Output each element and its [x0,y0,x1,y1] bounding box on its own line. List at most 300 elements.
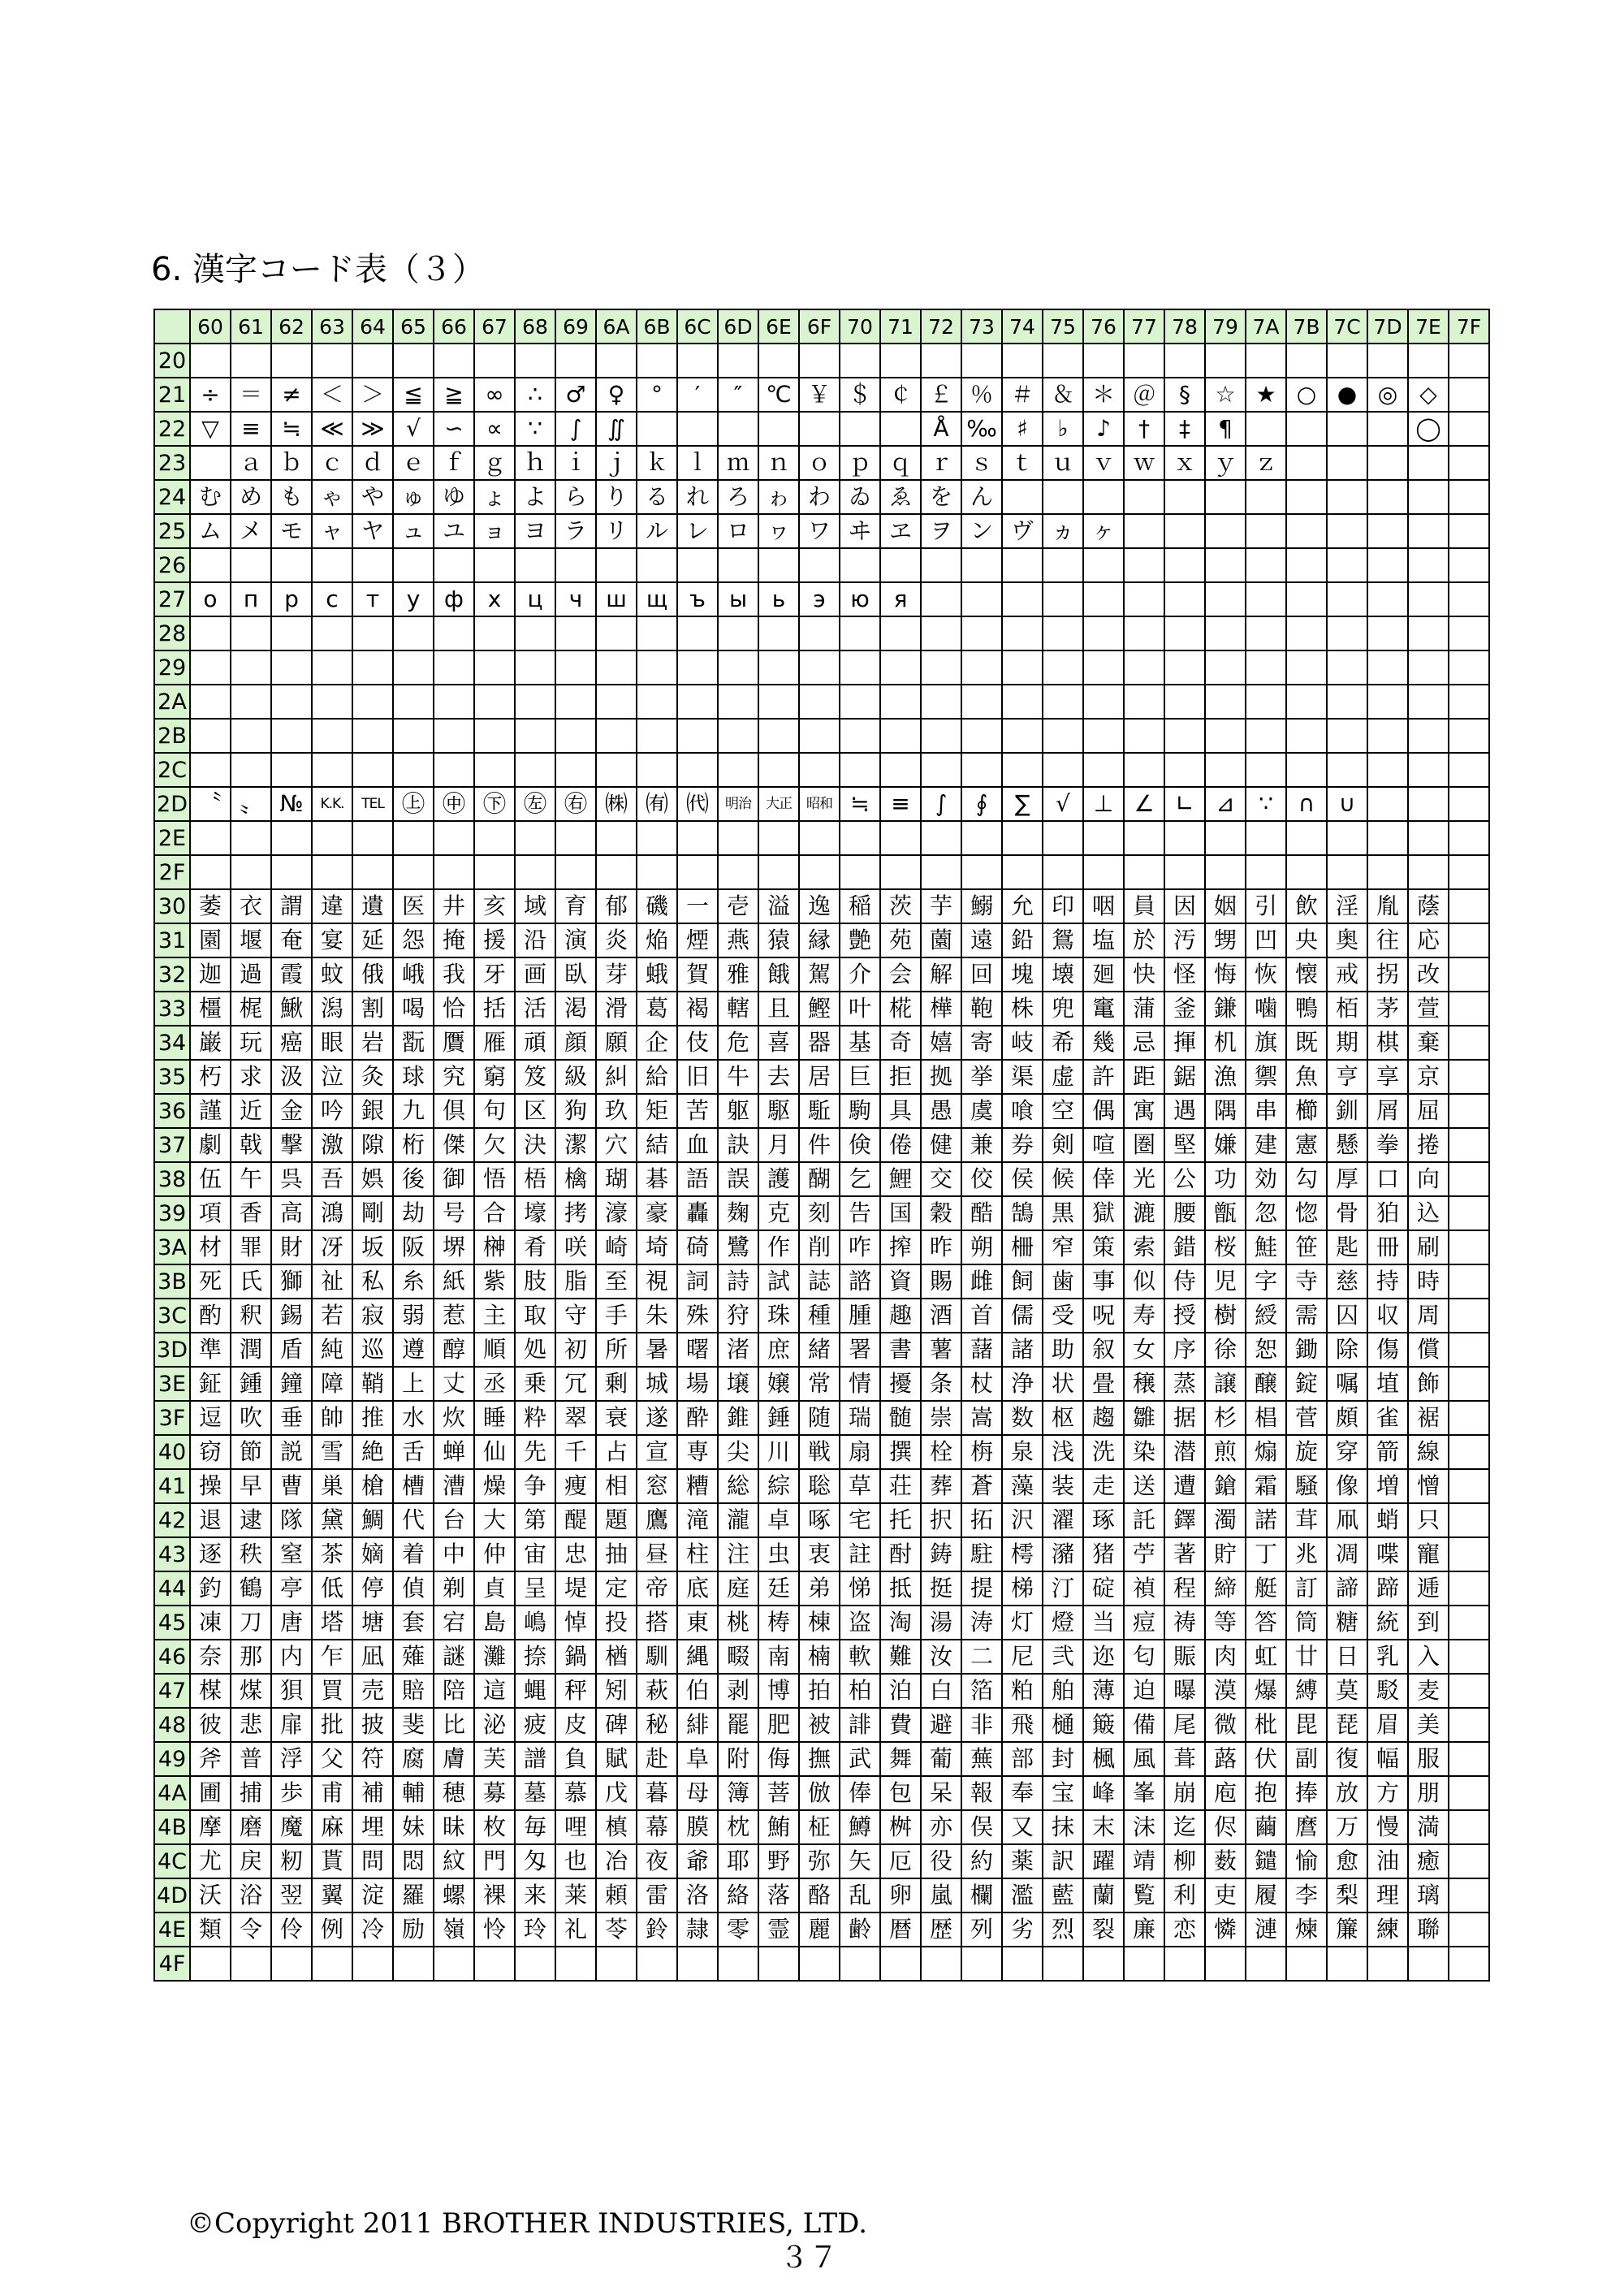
table-row [154,514,1489,548]
char-cell [1327,548,1367,582]
char-cell: 槽 [393,1469,434,1503]
char-cell: 摩 [190,1810,231,1844]
char-cell: 偶 [1083,1094,1124,1128]
char-cell: ｄ [352,446,393,480]
char-cell: ≪ [312,412,352,446]
char-cell: 忠 [555,1537,596,1571]
char-cell: 諸 [1002,1333,1043,1367]
char-cell: 矢 [840,1844,880,1878]
char-cell [190,753,231,787]
char-cell: 書 [880,1333,921,1367]
char-cell [1449,446,1489,480]
char-cell: 効 [1246,1162,1286,1196]
char-cell [1327,719,1367,753]
char-cell: 迫 [1124,1674,1164,1708]
column-header: 7E [1408,309,1449,344]
char-cell: 需 [1286,1299,1327,1333]
char-cell [352,616,393,650]
char-cell: 著 [1164,1537,1205,1571]
char-cell: 躍 [1083,1844,1124,1878]
table-row [154,1299,1489,1333]
row-header: 37 [154,1128,190,1162]
char-cell: 帥 [312,1401,352,1435]
char-cell [1449,889,1489,923]
column-header: 66 [434,309,474,344]
table-row [154,821,1489,855]
char-cell: 嫡 [352,1537,393,1571]
char-cell: 被 [799,1708,840,1742]
char-cell: 詞 [677,1264,718,1299]
row-header: 32 [154,957,190,992]
char-cell: 痘 [1124,1606,1164,1640]
char-cell [1083,821,1124,855]
char-cell: 凪 [352,1640,393,1674]
char-cell [1408,855,1449,889]
char-cell: 育 [555,889,596,923]
char-cell: 求 [231,1060,271,1094]
char-cell: 夜 [637,1844,677,1878]
char-cell: 譲 [1205,1367,1246,1401]
char-cell: ≠ [271,378,312,412]
table-row [154,1435,1489,1469]
table-row [154,1640,1489,1674]
char-cell: 哩 [555,1810,596,1844]
char-cell: 窄 [1043,1230,1083,1264]
char-cell: 薯 [921,1333,961,1367]
char-cell: 微 [1205,1708,1246,1742]
char-cell [637,855,677,889]
char-cell: 寓 [1124,1094,1164,1128]
char-cell: 汀 [1043,1571,1083,1606]
char-cell [1327,1947,1367,1981]
char-cell: 伎 [677,1026,718,1060]
char-cell: 公 [1164,1162,1205,1196]
char-cell: 像 [1327,1469,1367,1503]
char-cell: 匁 [515,1844,555,1878]
char-cell: 萱 [1408,992,1449,1026]
char-cell [758,344,799,378]
char-cell: 姻 [1205,889,1246,923]
char-cell [1327,821,1367,855]
char-cell [1327,582,1367,616]
char-cell: 楢 [596,1640,637,1674]
char-cell: 漕 [434,1469,474,1503]
char-cell: 例 [312,1912,352,1947]
char-cell: 二 [961,1640,1002,1674]
char-cell: ＠ [1124,378,1164,412]
char-cell [758,821,799,855]
char-cell: 螺 [434,1878,474,1912]
char-cell [555,548,596,582]
char-cell: 淫 [1327,889,1367,923]
char-cell: ∫ [555,412,596,446]
char-cell: 脂 [555,1264,596,1299]
char-cell: 日 [1327,1640,1367,1674]
char-cell: 忌 [1124,1026,1164,1060]
char-cell: ● [1327,378,1367,412]
char-cell: 乳 [1367,1640,1408,1674]
table-row [154,1026,1489,1060]
char-cell: 京 [1408,1060,1449,1094]
char-cell: ゑ [880,480,921,514]
char-cell: 堰 [231,923,271,957]
char-cell: 禦 [1246,1060,1286,1094]
row-header: 3F [154,1401,190,1435]
char-cell: 藻 [1002,1469,1043,1503]
char-cell: 雌 [961,1264,1002,1299]
char-cell: 朋 [1408,1776,1449,1810]
char-cell: 戒 [1327,957,1367,992]
char-cell: 戊 [596,1776,637,1810]
char-cell: 抹 [1043,1810,1083,1844]
char-cell: 骨 [1327,1196,1367,1230]
char-cell: 零 [718,1912,758,1947]
char-cell: 逗 [190,1401,231,1435]
char-cell: 霜 [1246,1469,1286,1503]
char-cell: 撰 [880,1435,921,1469]
char-cell: 徐 [1205,1333,1246,1367]
char-cell: 衰 [596,1401,637,1435]
char-cell: 撃 [271,1128,312,1162]
char-cell: 懐 [1286,957,1327,992]
char-cell [393,616,434,650]
char-cell: 曙 [677,1333,718,1367]
row-header: 2F [154,855,190,889]
char-cell: 抽 [596,1537,637,1571]
char-cell [555,719,596,753]
char-cell: 蔭 [1408,889,1449,923]
char-cell: 鉛 [1002,923,1043,957]
char-cell: 千 [555,1435,596,1469]
char-cell: ∝ [474,412,515,446]
char-cell [596,821,637,855]
char-cell: 糸 [393,1264,434,1299]
char-cell: 履 [1246,1878,1286,1912]
char-cell: 募 [474,1776,515,1810]
char-cell: ♪ [1083,412,1124,446]
char-cell [1164,685,1205,719]
char-cell [637,719,677,753]
char-cell: 錠 [1286,1367,1327,1401]
char-cell: 拒 [880,1060,921,1094]
char-cell: 副 [1286,1742,1327,1776]
char-cell: 因 [1164,889,1205,923]
char-cell [1002,685,1043,719]
char-cell [1043,548,1083,582]
column-header: 7D [1367,309,1408,344]
char-cell: 紋 [434,1844,474,1878]
char-cell: 炊 [434,1401,474,1435]
char-cell: 潤 [231,1333,271,1367]
char-cell: 搾 [880,1230,921,1264]
char-cell: 珠 [758,1299,799,1333]
char-cell: 侮 [758,1742,799,1776]
char-cell [1083,548,1124,582]
char-cell: 希 [1043,1026,1083,1060]
char-cell: ∠ [1124,787,1164,821]
char-cell: 桃 [718,1606,758,1640]
char-cell: 光 [1124,1162,1164,1196]
char-cell [637,344,677,378]
char-cell [1286,514,1327,548]
char-cell: 窃 [190,1435,231,1469]
char-cell: 功 [1205,1162,1246,1196]
char-cell: 回 [961,957,1002,992]
char-cell: 状 [1043,1367,1083,1401]
char-cell: 赴 [637,1742,677,1776]
char-cell [190,650,231,685]
char-cell [1043,685,1083,719]
char-cell: ° [637,378,677,412]
char-cell [434,685,474,719]
char-cell: ▽ [190,412,231,446]
char-cell: 健 [921,1128,961,1162]
char-cell: ワ [799,514,840,548]
char-cell: 狩 [718,1299,758,1333]
char-cell: 染 [1124,1435,1164,1469]
char-cell: ⊥ [1083,787,1124,821]
copyright-footer: ©Copyright 2011 BROTHER INDUSTRIES, LTD. [187,2207,868,2240]
char-cell: 倖 [1083,1162,1124,1196]
row-header: 3C [154,1299,190,1333]
char-cell: 企 [637,1026,677,1060]
char-cell: 嬉 [921,1026,961,1060]
char-cell [1124,514,1164,548]
char-cell: 卵 [880,1878,921,1912]
table-row [154,1469,1489,1503]
table-row [154,1230,1489,1264]
char-cell: 礼 [555,1912,596,1947]
char-cell [515,821,555,855]
table-row [154,1674,1489,1708]
char-cell: 冴 [312,1230,352,1264]
char-cell: 介 [840,957,880,992]
char-cell [758,685,799,719]
char-cell: 逸 [799,889,840,923]
char-cell: 情 [840,1367,880,1401]
char-cell: 丁 [1246,1537,1286,1571]
char-cell [1327,514,1367,548]
char-cell: 棟 [799,1606,840,1640]
char-cell: 兆 [1286,1537,1327,1571]
char-cell: ы [718,582,758,616]
char-cell [921,616,961,650]
char-cell: 錯 [1164,1230,1205,1264]
char-cell: 舶 [1043,1674,1083,1708]
char-cell [1205,685,1246,719]
char-cell: 霊 [758,1912,799,1947]
char-cell [961,719,1002,753]
char-cell [1449,1844,1489,1878]
char-cell: 鎌 [1205,992,1246,1026]
char-cell [718,344,758,378]
char-cell [596,616,637,650]
char-cell [718,1947,758,1981]
char-cell [1205,344,1246,378]
char-cell: 厚 [1327,1162,1367,1196]
char-cell: 揮 [1164,1026,1205,1060]
char-cell: 朱 [637,1299,677,1333]
char-cell: 鵠 [1002,1196,1043,1230]
char-cell [1449,1878,1489,1912]
column-header: 67 [474,309,515,344]
char-cell [1246,650,1286,685]
char-cell [1246,344,1286,378]
row-header: 35 [154,1060,190,1094]
char-cell: 寺 [1286,1264,1327,1299]
char-cell: 柾 [799,1810,840,1844]
char-cell: 注 [718,1537,758,1571]
char-cell: 援 [474,923,515,957]
char-cell: 罷 [718,1708,758,1742]
char-cell [840,1947,880,1981]
char-cell: 煽 [1246,1435,1286,1469]
char-cell: 椙 [1246,1401,1286,1435]
char-cell: 演 [555,923,596,957]
char-cell: ｓ [961,446,1002,480]
char-cell: 燥 [474,1469,515,1503]
char-cell: 梧 [515,1162,555,1196]
char-cell: 浅 [1043,1435,1083,1469]
char-cell: 鑓 [1246,1844,1286,1878]
char-cell [1327,855,1367,889]
char-cell [758,753,799,787]
char-cell: 恋 [1164,1912,1205,1947]
char-cell [880,344,921,378]
char-cell: 統 [1367,1606,1408,1640]
char-cell [1002,1947,1043,1981]
char-cell: 若 [312,1299,352,1333]
char-cell: ラ [555,514,596,548]
char-cell: 柳 [1164,1844,1205,1878]
char-cell [880,719,921,753]
column-header: 6C [677,309,718,344]
char-cell: ヵ [1043,514,1083,548]
char-cell: 李 [1286,1878,1327,1912]
char-cell: 渇 [555,992,596,1026]
char-cell [677,344,718,378]
char-cell [231,855,271,889]
char-cell: 癒 [1408,1844,1449,1878]
char-cell: 碁 [637,1162,677,1196]
table-row [154,1742,1489,1776]
char-cell: 駕 [799,957,840,992]
char-cell [921,753,961,787]
char-cell [758,412,799,446]
char-cell: ♯ [1002,412,1043,446]
char-cell [1246,480,1286,514]
char-cell: 喰 [1002,1094,1043,1128]
char-cell: 周 [1408,1299,1449,1333]
char-cell: 匙 [1327,1230,1367,1264]
char-cell: ∬ [596,412,637,446]
char-cell [312,548,352,582]
char-cell: 註 [840,1537,880,1571]
char-cell [434,753,474,787]
char-cell [1083,753,1124,787]
char-cell: 暑 [637,1333,677,1367]
row-header: 40 [154,1435,190,1469]
char-cell: 負 [555,1742,596,1776]
row-header: 3A [154,1230,190,1264]
char-cell: ш [596,582,637,616]
char-cell: 碑 [596,1708,637,1742]
char-cell: 漠 [1205,1674,1246,1708]
char-cell [474,548,515,582]
char-cell [637,650,677,685]
char-cell: 頑 [515,1026,555,1060]
char-cell [1124,344,1164,378]
char-cell: 鯛 [352,1503,393,1537]
char-cell: 込 [1408,1196,1449,1230]
char-cell: 汚 [1164,923,1205,957]
char-cell [474,855,515,889]
char-cell [1205,582,1246,616]
char-cell [474,650,515,685]
char-cell [677,412,718,446]
char-cell [677,855,718,889]
char-cell [1327,616,1367,650]
char-cell [758,548,799,582]
char-cell: 復 [1327,1742,1367,1776]
char-cell: 九 [393,1094,434,1128]
char-cell [677,548,718,582]
char-cell: 剥 [718,1674,758,1708]
row-header: 4C [154,1844,190,1878]
char-cell: 曝 [1164,1674,1205,1708]
char-cell: 淘 [880,1606,921,1640]
char-cell: 屑 [1367,1094,1408,1128]
char-cell [1124,650,1164,685]
char-cell [1449,1947,1489,1981]
char-cell: 佼 [961,1162,1002,1196]
char-cell: 葬 [921,1469,961,1503]
char-cell: 井 [434,889,474,923]
row-header: 39 [154,1196,190,1230]
char-cell: 這 [474,1674,515,1708]
char-cell: 賑 [1164,1640,1205,1674]
char-cell [555,855,596,889]
char-cell: 煉 [1286,1912,1327,1947]
char-cell: ユ [434,514,474,548]
char-cell: 売 [352,1674,393,1708]
row-header: 44 [154,1571,190,1606]
char-cell: 隙 [352,1128,393,1162]
char-cell [1124,480,1164,514]
char-cell [1083,855,1124,889]
char-cell [1449,514,1489,548]
char-cell: 事 [1083,1264,1124,1299]
char-cell [1367,616,1408,650]
char-cell: 棄 [1408,1026,1449,1060]
char-cell: 捕 [231,1776,271,1810]
char-cell: 訣 [718,1128,758,1162]
char-cell: 昨 [921,1230,961,1264]
char-cell: 迦 [190,957,231,992]
char-cell: 粋 [515,1401,555,1435]
char-cell: 栓 [921,1435,961,1469]
row-header: 47 [154,1674,190,1708]
char-cell: 歯 [1043,1264,1083,1299]
char-cell: 装 [1043,1469,1083,1503]
char-cell: 濫 [1002,1878,1043,1912]
char-cell [1164,480,1205,514]
char-cell: 刷 [1408,1230,1449,1264]
char-cell [1083,480,1124,514]
char-cell [393,548,434,582]
char-cell: ∵ [515,412,555,446]
char-cell [596,719,637,753]
